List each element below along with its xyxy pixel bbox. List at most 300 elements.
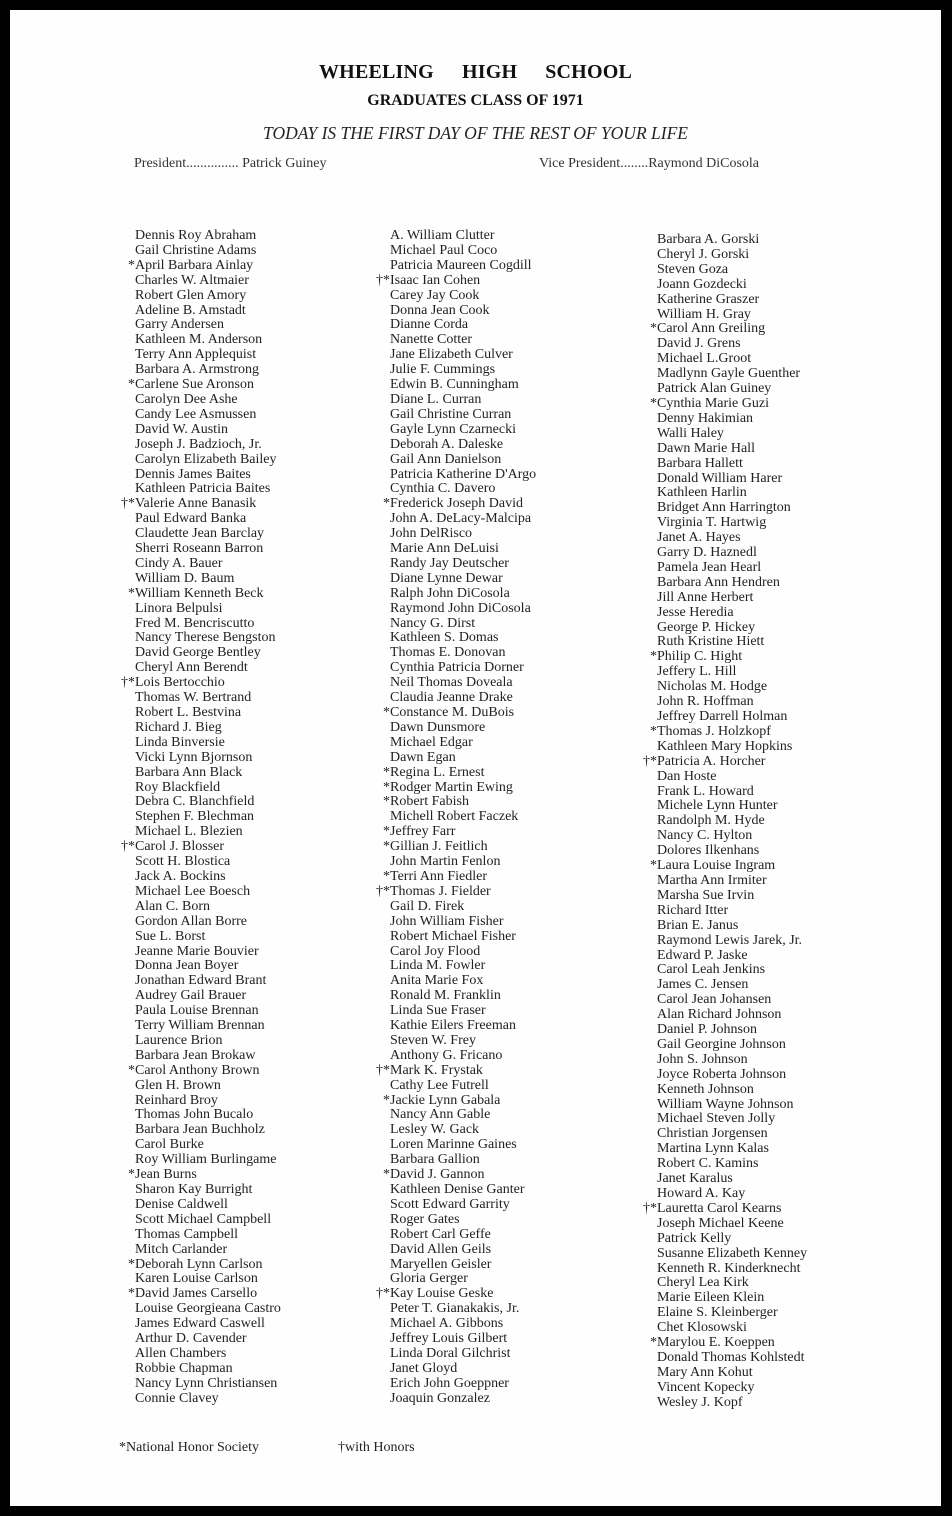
- graduate-name-text: Lois Bertocchio: [135, 675, 225, 691]
- graduate-name: [643, 1200, 807, 1217]
- graduate-name-text: Allen Chambers: [135, 1345, 227, 1361]
- graduate-name-text: Gail D. Firek: [390, 898, 465, 914]
- graduate-name: [390, 1138, 536, 1153]
- graduate-name-text: Gail Christine Adams: [135, 242, 257, 258]
- graduate-name-text: Gordon Allan Borre: [135, 913, 247, 929]
- graduate-name: [657, 486, 807, 501]
- graduate-name: [657, 248, 807, 263]
- honor-mark: *: [650, 1335, 657, 1351]
- graduate-name-text: Isaac Ian Cohen: [390, 272, 481, 288]
- graduate-name: [390, 289, 536, 304]
- graduate-name: [376, 883, 536, 900]
- graduate-name: [657, 293, 807, 308]
- graduate-name: [657, 621, 807, 636]
- graduate-name-text: Michell Robert Faczek: [390, 809, 519, 825]
- graduate-name-text: Nicholas M. Hodge: [657, 679, 768, 695]
- graduate-name: [376, 272, 536, 289]
- graduate-name: [657, 457, 807, 472]
- graduate-name-text: Kenneth Johnson: [657, 1081, 754, 1097]
- graduate-name: [390, 1228, 536, 1243]
- graduate-name: [657, 934, 807, 949]
- graduate-name-text: Adeline B. Amstadt: [135, 302, 246, 318]
- graduate-name-text: Kathleen Harlin: [657, 485, 747, 501]
- graduate-name: [390, 855, 536, 870]
- graduate-name: [135, 1302, 281, 1317]
- graduate-name: [650, 858, 807, 874]
- graduate-name-text: Joaquin Gonzalez: [390, 1390, 490, 1406]
- graduate-name-text: Carol Ann Greiling: [657, 321, 766, 337]
- graduate-name: [135, 512, 281, 527]
- graduate-name: [135, 1138, 281, 1153]
- graduate-name: [390, 572, 536, 587]
- graduate-name: [135, 870, 281, 885]
- graduate-name: [135, 602, 281, 617]
- graduate-name: [135, 885, 281, 900]
- school-word: HIGH: [461, 61, 518, 83]
- honor-mark: †*: [376, 272, 390, 288]
- graduate-name: [657, 1306, 807, 1321]
- graduate-name: [135, 661, 281, 676]
- graduate-name: [657, 278, 807, 293]
- graduate-name-text: Steven Goza: [657, 261, 729, 277]
- graduate-name-text: Barbara A. Gorski: [657, 232, 760, 247]
- graduate-column-2: [376, 228, 537, 1407]
- graduate-name: [390, 512, 536, 527]
- graduate-name: [135, 915, 281, 930]
- graduate-name-text: Carol Burke: [135, 1137, 204, 1153]
- graduate-name: [135, 1019, 281, 1034]
- graduate-name: [657, 1068, 807, 1083]
- graduate-name: [390, 810, 536, 825]
- graduate-name-text: Cheryl J. Gorski: [657, 246, 750, 262]
- graduate-name: [657, 829, 807, 844]
- graduate-name-text: Dawn Marie Hall: [657, 440, 755, 456]
- graduate-name: [390, 527, 536, 542]
- graduate-name-text: John DelRisco: [390, 526, 473, 542]
- graduate-name-text: Deborah Lynn Carlson: [135, 1256, 263, 1272]
- graduate-name: [135, 751, 281, 766]
- graduate-name-text: Marsha Sue Irvin: [657, 887, 755, 903]
- graduate-name: [135, 945, 281, 960]
- graduate-name: [135, 795, 281, 810]
- graduate-name-text: Carol Anthony Brown: [135, 1062, 260, 1078]
- graduate-name: [657, 814, 807, 829]
- graduate-name: [128, 1256, 281, 1273]
- graduate-name-text: Bridget Ann Harrington: [657, 500, 791, 516]
- graduate-name-text: Dolores Ilkenhans: [657, 843, 760, 859]
- graduate-name-text: Terry Ann Applequist: [135, 347, 257, 363]
- graduate-name-text: Raymond Lewis Jarek, Jr.: [657, 932, 803, 948]
- graduate-name-text: Rodger Martin Ewing: [390, 779, 513, 795]
- graduate-name-text: Scott Michael Campbell: [135, 1211, 272, 1227]
- graduate-name: [128, 1167, 281, 1183]
- graduate-name: [657, 904, 807, 919]
- graduate-name: [135, 1347, 281, 1362]
- graduate-name-text: Daniel P. Johnson: [657, 1022, 757, 1038]
- graduate-name: [390, 423, 536, 438]
- graduate-name: [135, 1094, 281, 1109]
- graduate-name: [657, 1381, 807, 1396]
- graduate-name-text: Linda Doral Gilchrist: [390, 1345, 511, 1361]
- graduate-name: [135, 1004, 281, 1019]
- graduate-name: [657, 263, 807, 278]
- graduate-name-text: Kathleen Denise Ganter: [390, 1182, 525, 1197]
- graduate-name: [135, 974, 281, 989]
- graduate-name-text: William D. Baum: [135, 570, 235, 586]
- graduate-name: [657, 1008, 807, 1023]
- graduate-name-text: George P. Hickey: [657, 619, 756, 635]
- graduate-name-text: Gillian J. Feitlich: [390, 839, 488, 855]
- graduate-name-text: Candy Lee Asmussen: [135, 406, 257, 422]
- honor-mark: †*: [121, 496, 135, 512]
- graduate-name-text: Carolyn Dee Ashe: [135, 391, 238, 407]
- graduate-name-text: Barbara Hallett: [657, 455, 743, 471]
- graduate-name-text: Garry Andersen: [135, 317, 225, 333]
- graduate-name: [135, 453, 281, 468]
- graduate-name: [657, 963, 807, 978]
- graduate-name-text: Barbara A. Armstrong: [135, 362, 260, 378]
- graduate-name: [390, 602, 536, 617]
- graduate-name-text: Barbara Gallion: [390, 1152, 480, 1168]
- graduate-name-text: Gloria Gerger: [390, 1271, 468, 1287]
- graduate-name-text: Donna Jean Cook: [390, 302, 490, 318]
- graduate-name: [135, 527, 281, 542]
- graduate-name-text: Chet Klosowski: [657, 1320, 747, 1336]
- honor-mark: *: [128, 585, 135, 601]
- graduate-name: [390, 1019, 536, 1034]
- graduate-name: [390, 751, 536, 766]
- graduate-name-text: Richard Itter: [657, 902, 729, 918]
- graduate-name-text: Cheryl Lea Kirk: [657, 1275, 749, 1291]
- graduate-name: [135, 542, 281, 557]
- graduate-name-text: Robbie Chapman: [135, 1360, 233, 1376]
- graduate-name: [135, 1198, 281, 1213]
- graduate-name-text: David W. Austin: [135, 421, 228, 437]
- graduate-name-text: John S. Johnson: [657, 1051, 748, 1067]
- graduate-name: [390, 1317, 536, 1332]
- graduate-name-text: Robert Glen Amory: [135, 287, 247, 303]
- graduate-name: [135, 244, 281, 259]
- graduate-name-text: Diane Lynne Dewar: [390, 570, 503, 586]
- graduate-name-text: Joann Gozdecki: [657, 276, 747, 292]
- graduate-name-text: Dennis Roy Abraham: [135, 228, 257, 243]
- graduate-name-text: Michael A. Gibbons: [390, 1316, 504, 1332]
- honor-mark: *: [650, 723, 657, 739]
- graduate-name: [135, 1377, 281, 1392]
- graduate-name: [128, 257, 281, 274]
- graduate-name-text: Marie Eileen Klein: [657, 1290, 765, 1306]
- graduate-name: [657, 919, 807, 934]
- graduate-name-text: David George Bentley: [135, 645, 261, 661]
- graduate-name-text: Reinhard Broy: [135, 1092, 218, 1108]
- graduate-name: [657, 337, 807, 352]
- graduate-name: [657, 442, 807, 457]
- program-page: [10, 10, 941, 1506]
- graduate-name: [128, 585, 281, 602]
- graduate-name: [383, 794, 536, 810]
- graduate-name: [390, 587, 536, 602]
- graduate-name-text: Gail Christine Curran: [390, 406, 512, 422]
- graduate-name: [135, 989, 281, 1004]
- honor-mark: *: [650, 649, 657, 665]
- graduate-name: [657, 1217, 807, 1232]
- graduate-name-text: Audrey Gail Brauer: [135, 988, 247, 1004]
- graduate-name: [657, 680, 807, 695]
- graduate-name-text: Barbara Jean Buchholz: [135, 1122, 265, 1138]
- graduate-name-text: Neil Thomas Doveala: [390, 675, 513, 691]
- graduate-name: [135, 1049, 281, 1064]
- graduate-name: [390, 1362, 536, 1377]
- graduate-name: [657, 367, 807, 382]
- graduate-name: [657, 665, 807, 680]
- graduate-name: [135, 631, 281, 646]
- legend-with-honors: †with Honors: [338, 1440, 415, 1455]
- graduate-name-text: Terri Ann Fiedler: [390, 868, 487, 884]
- graduate-name-text: Connie Clavey: [135, 1390, 219, 1406]
- graduate-name: [135, 557, 281, 572]
- graduate-name: [390, 1377, 536, 1392]
- graduate-name-text: Robert Michael Fisher: [390, 928, 516, 944]
- graduate-name: [383, 705, 536, 721]
- graduate-name-text: Elaine S. Kleinberger: [657, 1305, 778, 1321]
- graduate-name: [657, 635, 807, 650]
- graduate-name: [390, 1392, 536, 1407]
- graduate-name: [657, 591, 807, 606]
- graduate-name-text: Thomas W. Bertrand: [135, 690, 252, 706]
- graduate-name-text: John A. DeLacy-Malcipa: [390, 511, 532, 527]
- graduate-name: [135, 468, 281, 483]
- graduate-column-1: [121, 228, 281, 1407]
- graduate-name-text: Lauretta Carol Kearns: [657, 1200, 782, 1216]
- graduate-name: [135, 572, 281, 587]
- graduate-name-text: Valerie Anne Banasik: [135, 496, 257, 512]
- graduate-name-text: Carol Jean Johansen: [657, 992, 772, 1008]
- honor-mark: †*: [121, 675, 135, 691]
- graduate-name-text: Nancy G. Dirst: [390, 615, 476, 631]
- graduate-name: [383, 496, 536, 512]
- honor-mark: *: [383, 794, 390, 810]
- graduate-name-text: Mary Ann Kohut: [657, 1364, 753, 1380]
- graduate-name-text: John William Fisher: [390, 913, 504, 929]
- graduate-name: [135, 930, 281, 945]
- graduate-name: [643, 753, 807, 770]
- graduate-name: [135, 1034, 281, 1049]
- graduate-name: [390, 318, 536, 333]
- graduate-name: [390, 646, 536, 661]
- graduate-name-text: Patricia Maureen Cogdill: [390, 257, 532, 273]
- graduate-name-text: Cynthia Marie Guzi: [657, 395, 769, 411]
- graduate-name: [390, 1258, 536, 1273]
- graduate-name: [657, 695, 807, 710]
- graduate-name-text: Pamela Jean Hearl: [657, 559, 762, 575]
- graduate-name: [135, 706, 281, 721]
- graduate-name: [390, 1347, 536, 1362]
- graduate-name: [390, 1108, 536, 1123]
- graduate-name: [390, 1153, 536, 1168]
- graduate-name: [657, 233, 807, 248]
- graduate-name-text: Vicki Lynn Bjornson: [135, 749, 253, 765]
- graduate-name: [657, 799, 807, 814]
- graduate-name-text: Carol Joy Flood: [390, 943, 481, 959]
- graduate-name-text: Thomas Campbell: [135, 1226, 239, 1242]
- graduate-name-text: Patrick Kelly: [657, 1230, 732, 1246]
- graduate-name-text: Christian Jorgensen: [657, 1126, 768, 1142]
- honor-mark: *: [383, 1092, 390, 1108]
- graduate-name-text: Michael Lee Boesch: [135, 883, 251, 899]
- graduate-name-text: David J. Grens: [657, 336, 741, 352]
- honor-mark: †*: [643, 753, 657, 769]
- graduate-name-text: Nancy Lynn Christiansen: [135, 1375, 278, 1391]
- class-title: GRADUATES CLASS OF 1971: [367, 92, 584, 109]
- president-line: President............... Patrick Guiney: [134, 156, 327, 171]
- graduate-name: [657, 1023, 807, 1038]
- graduate-name: [657, 546, 807, 561]
- graduate-name: [657, 1172, 807, 1187]
- graduate-name: [390, 915, 536, 930]
- honor-mark: *: [128, 1256, 135, 1272]
- graduate-name-text: Cathy Lee Futrell: [390, 1077, 489, 1093]
- graduate-name: [657, 501, 807, 516]
- honor-mark: *: [650, 321, 657, 337]
- graduate-name: [657, 1321, 807, 1336]
- graduate-name-text: Martina Lynn Kalas: [657, 1141, 769, 1157]
- graduate-name-text: John R. Hoffman: [657, 694, 754, 710]
- graduate-name-text: Louise Georgieana Castro: [135, 1301, 281, 1317]
- graduate-name-text: John Martin Fenlon: [390, 854, 501, 870]
- graduate-name: [390, 617, 536, 632]
- graduate-name-text: Jeffrey Darrell Holman: [657, 709, 788, 724]
- graduate-name: [657, 1112, 807, 1127]
- graduate-name-text: Philip C. Hight: [657, 649, 743, 665]
- graduate-name-text: Edwin B. Cunningham: [390, 377, 519, 393]
- graduate-name-text: Kenneth R. Kinderknecht: [657, 1260, 801, 1276]
- honor-mark: *: [128, 377, 135, 393]
- graduate-name: [390, 333, 536, 348]
- graduate-name-text: Deborah A. Daleske: [390, 436, 504, 452]
- graduate-name-text: Susanne Elizabeth Kenney: [657, 1245, 808, 1261]
- graduate-name-text: Gayle Lynn Czarnecki: [390, 421, 516, 437]
- graduate-name: [390, 959, 536, 974]
- graduate-name: [657, 308, 807, 323]
- graduate-name: [390, 453, 536, 468]
- legend-national-honor-society: *National Honor Society: [119, 1440, 259, 1455]
- graduate-name: [390, 1034, 536, 1049]
- school-word: WHEELING: [318, 61, 434, 83]
- graduate-name: [135, 825, 281, 840]
- graduate-name-text: Claudette Jean Barclay: [135, 526, 265, 542]
- graduate-name: [135, 781, 281, 796]
- honor-mark: *: [128, 257, 135, 273]
- honor-mark: *: [650, 858, 657, 874]
- graduate-name: [135, 1243, 281, 1258]
- graduate-name-text: Dennis James Baites: [135, 466, 251, 482]
- graduate-name-text: Brian E. Janus: [657, 917, 739, 933]
- graduate-name-text: Nancy Ann Gable: [390, 1107, 491, 1123]
- graduate-name-text: Paula Louise Brennan: [135, 1003, 259, 1019]
- honor-mark: *: [383, 779, 390, 795]
- honor-mark: *: [128, 1062, 135, 1078]
- honor-mark: *: [383, 705, 390, 720]
- graduate-name: [135, 691, 281, 706]
- graduate-name-text: Ralph John DiCosola: [390, 585, 510, 601]
- graduate-name-text: Claudia Jeanne Drake: [390, 690, 513, 706]
- honor-mark: †*: [376, 1286, 390, 1302]
- graduate-name-text: Anita Marie Fox: [390, 973, 484, 989]
- graduate-name: [128, 1062, 281, 1079]
- graduate-name: [390, 363, 536, 378]
- graduate-name: [135, 229, 281, 244]
- graduate-name-text: Regina L. Ernest: [390, 764, 485, 780]
- school-name: [10, 61, 941, 84]
- graduate-name-text: Kathie Eilers Freeman: [390, 1018, 516, 1034]
- graduate-name: [135, 438, 281, 453]
- graduate-name: [390, 557, 536, 572]
- graduate-name: [135, 1183, 281, 1198]
- graduate-name: [390, 1272, 536, 1287]
- graduate-name: [657, 1098, 807, 1113]
- graduate-name-text: Joyce Roberta Johnson: [657, 1066, 787, 1082]
- graduate-name-text: Dawn Dunsmore: [390, 719, 486, 735]
- graduate-name-text: Janet A. Hayes: [657, 530, 741, 546]
- graduate-name: [657, 1038, 807, 1053]
- graduate-name: [657, 1157, 807, 1172]
- graduate-name: [383, 868, 536, 885]
- graduate-name: [657, 427, 807, 442]
- graduate-name-text: Julie F. Cummings: [390, 362, 496, 378]
- class-motto: TODAY IS THE FIRST DAY OF THE REST OF YOUR LIFE: [263, 123, 688, 143]
- graduate-name: [390, 229, 536, 244]
- graduate-name: [657, 576, 807, 591]
- graduate-name: [657, 785, 807, 800]
- graduate-name-text: William Kenneth Beck: [135, 585, 264, 601]
- graduate-name-text: Barbara Ann Hendren: [657, 574, 780, 590]
- graduate-name: [657, 1232, 807, 1247]
- graduate-name-text: Patricia Katherine D'Argo: [390, 466, 537, 482]
- graduate-name: [135, 482, 281, 497]
- graduate-name: [135, 274, 281, 289]
- vice-president-line: Vice President........Raymond DiCosola: [539, 156, 760, 171]
- graduate-name: [657, 889, 807, 904]
- graduate-name-text: Garry D. Haznedl: [657, 545, 757, 561]
- graduate-name: [383, 764, 536, 781]
- graduate-name: [128, 1286, 281, 1302]
- graduate-name-text: Patrick Alan Guiney: [657, 381, 772, 397]
- graduate-name: [657, 1187, 807, 1202]
- graduate-name: [390, 393, 536, 408]
- graduate-name-text: Glen H. Brown: [135, 1077, 221, 1093]
- graduate-name: [650, 649, 807, 665]
- graduate-name-text: Jack A. Bockins: [135, 868, 226, 884]
- graduate-name-text: Alan C. Born: [135, 898, 211, 914]
- graduate-name-text: Patricia A. Horcher: [657, 753, 766, 769]
- graduate-name-text: David J. Gannon: [390, 1167, 485, 1183]
- graduate-name-text: Robert C. Kamins: [657, 1156, 759, 1172]
- graduate-name-text: Cheryl Ann Berendt: [135, 660, 248, 676]
- graduate-name: [657, 770, 807, 785]
- graduate-name-text: Kay Louise Geske: [390, 1286, 494, 1302]
- graduate-name: [135, 646, 281, 661]
- graduate-name-text: Stephen F. Blechman: [135, 809, 255, 825]
- graduate-name-text: Scott H. Blostica: [135, 854, 231, 870]
- graduate-name-text: Randolph M. Hyde: [657, 813, 765, 829]
- graduate-name-text: Kathleen S. Domas: [390, 630, 499, 646]
- graduate-name-text: Marie Ann DeLuisi: [390, 541, 499, 557]
- graduate-name-text: Karen Louise Carlson: [135, 1271, 258, 1287]
- graduate-name: [657, 1291, 807, 1306]
- honor-mark: *: [383, 839, 390, 855]
- graduate-name-text: Jeffery L. Hill: [657, 664, 737, 680]
- graduate-name-text: Cynthia Patricia Dorner: [390, 660, 524, 676]
